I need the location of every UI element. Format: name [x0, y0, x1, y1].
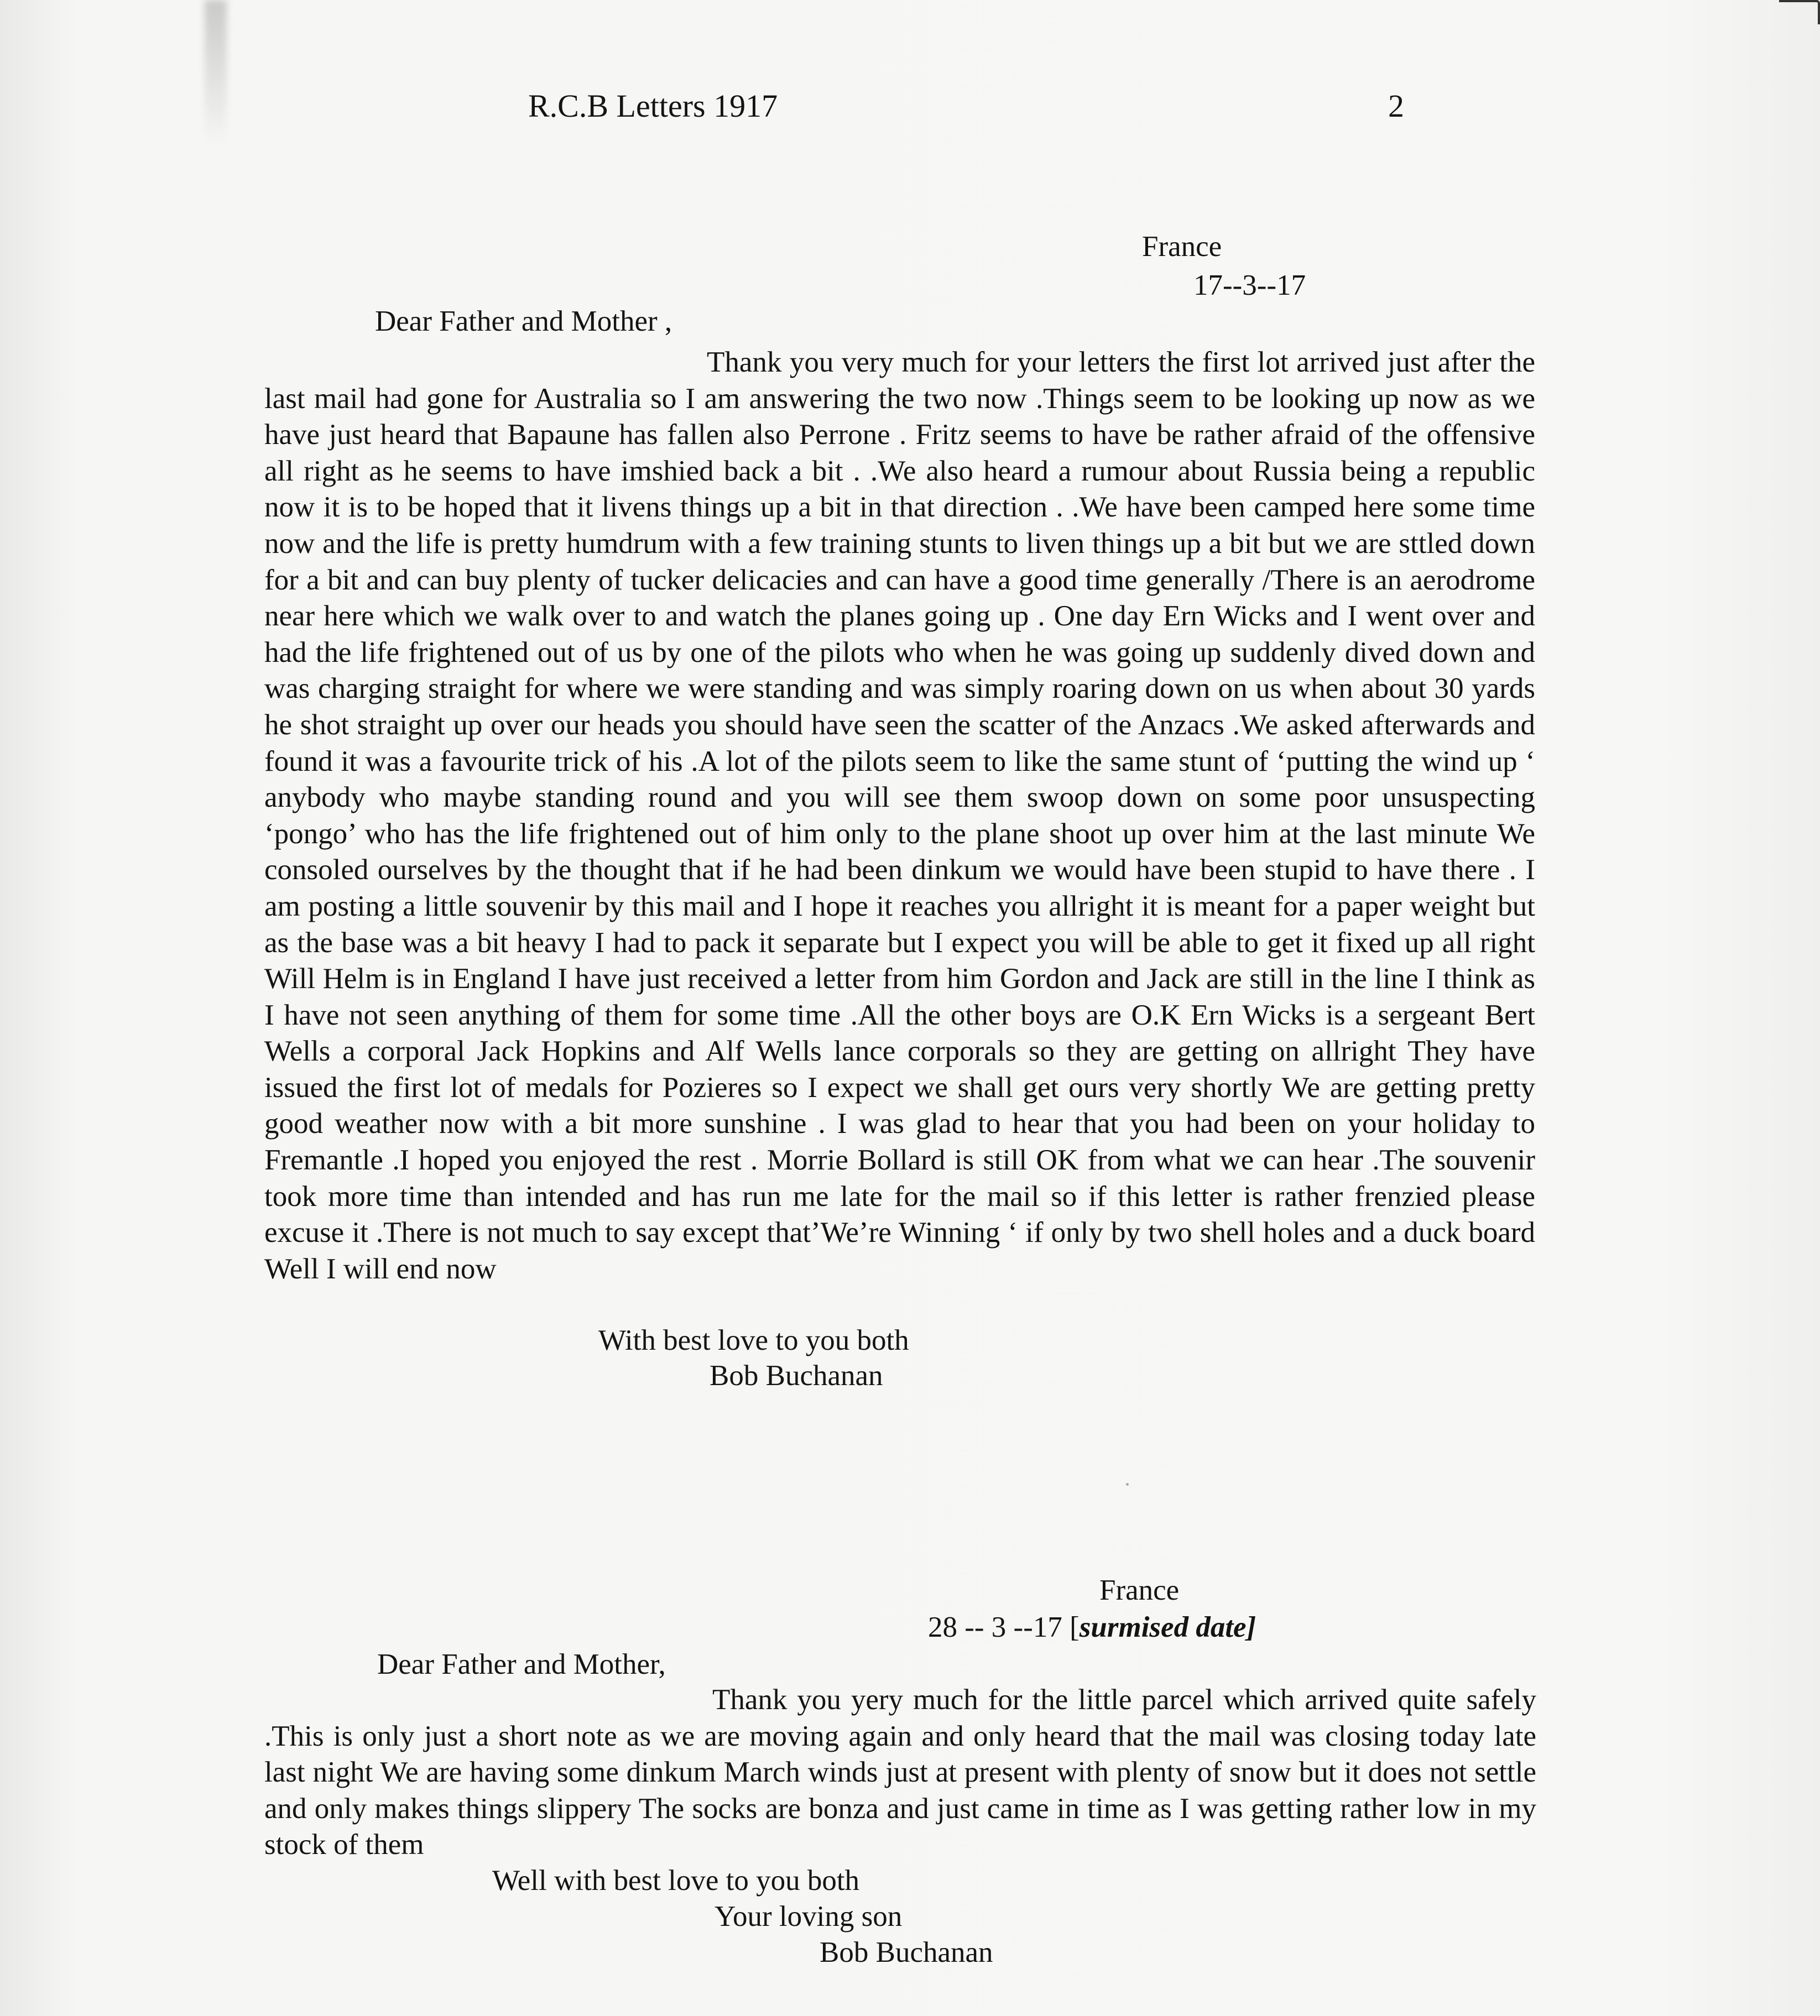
- letter1-body-text: Thank you very much for your letters the first lot arrived just after the last mail had gone for Australia so I am answering the two now .Things seem to be looking up now as we have just heard that Bapaune has fallen also Perrone . Fritz seems to have be rather afraid of the offensive all right as he seems to have imshied back a bit . .We also heard a rumour about Russia being a republic now it is to be hoped that it livens things up a bit in that direction . .We have been camped here some time now and the life is pretty humdrum with a few training stunts to liven things up a bit but we are sttled down for a bit and can buy plenty of tucker delicacies and can have a good time generally /There is an aerodrome near here which we walk over to and watch the planes going up . One day Ern Wicks and I went over and had the life frightened out of us by one of the pilots who when he was going up suddenly dived down and was charging straight for where we were standing and was simply roaring down on us when about 30 yards he shot straight up over our heads you should have seen the scatter of the Anzacs .We asked afterwards and found it was a favourite trick of his .A lot of the pilots seem to like the same stunt of ‘putting the wind up ‘ anybody who maybe standing round and you will see them swoop down on some poor unsuspecting ‘pongo’ who has the life frightened out of him only to the plane shoot up over him at the last minute We consoled ourselves by the thought that if he had been dinkum we would have been stupid to have there . I am posting a little souvenir by this mail and I hope it reaches you allright it is meant for a paper weight but as the base was a bit heavy I had to pack it separate but I expect you will be able to get it fixed up all right Will Helm is in England I have just received a letter from him Gordon and Jack are still in the line I think as I have not seen anything of them for some time .All the other boys are O.K Ern Wicks is a sergeant Bert Wells a corporal Jack Hopkins and Alf Wells lance corporals so they are getting on allright They have issued the first lot of medals for Pozieres so I expect we shall get ours very shortly We are getting pretty good weather now with a bit more sunshine . I was glad to hear that you had been on your holiday to Fremantle .I hoped you enjoyed the rest . Morrie Bollard is still OK from what we can hear .The souvenir took more time than intended and has run me late for the mail so if this letter is rather frenzied please excuse it .There is not much to say except that’We’re Winning ‘ if only by two shell holes and a duck board Well I will end now: [264, 346, 1535, 1285]
- scan-speck: [1126, 1483, 1129, 1486]
- letter2-date-text: 28 -- 3 --17 [: [928, 1611, 1080, 1643]
- letter1-body: [264, 344, 1535, 1287]
- letter2-place: France: [1099, 1574, 1180, 1606]
- binding-shadow: [205, 0, 227, 144]
- letter2-signature: Bob Buchanan: [820, 1936, 993, 1968]
- letter2-body-text: Thank you yery much for the little parcel which arrived quite safely .This is only just a short note as we are moving again and only heard that the mail was closing today late last night We are having some dinkum March winds just at present with plenty of snow but it does not settle and only makes things slippery The socks are bonza and just came in time as I was getting rather low in my stock of them: [264, 1684, 1536, 1861]
- letter2-body: [264, 1682, 1536, 1863]
- letter1-salutation: Dear Father and Mother ,: [375, 305, 672, 337]
- letter2-closing: Well with best love to you both: [492, 1864, 860, 1897]
- page-header-title: R.C.B Letters 1917: [528, 88, 778, 124]
- letter2-date: [928, 1613, 1256, 1642]
- letter2-date-note: surmised date]: [1079, 1611, 1256, 1643]
- letter2-salutation: Dear Father and Mother,: [377, 1648, 666, 1680]
- letter1-place: France: [1142, 231, 1222, 263]
- letter1-date: 17--3--17: [1193, 269, 1306, 301]
- page-number: 2: [1388, 88, 1404, 124]
- letter1-closing: With best love to you both: [598, 1324, 909, 1356]
- letter1-signature: Bob Buchanan: [710, 1360, 883, 1392]
- letter2-closing-son: Your loving son: [715, 1900, 903, 1933]
- page-corner-mark: [1779, 0, 1820, 24]
